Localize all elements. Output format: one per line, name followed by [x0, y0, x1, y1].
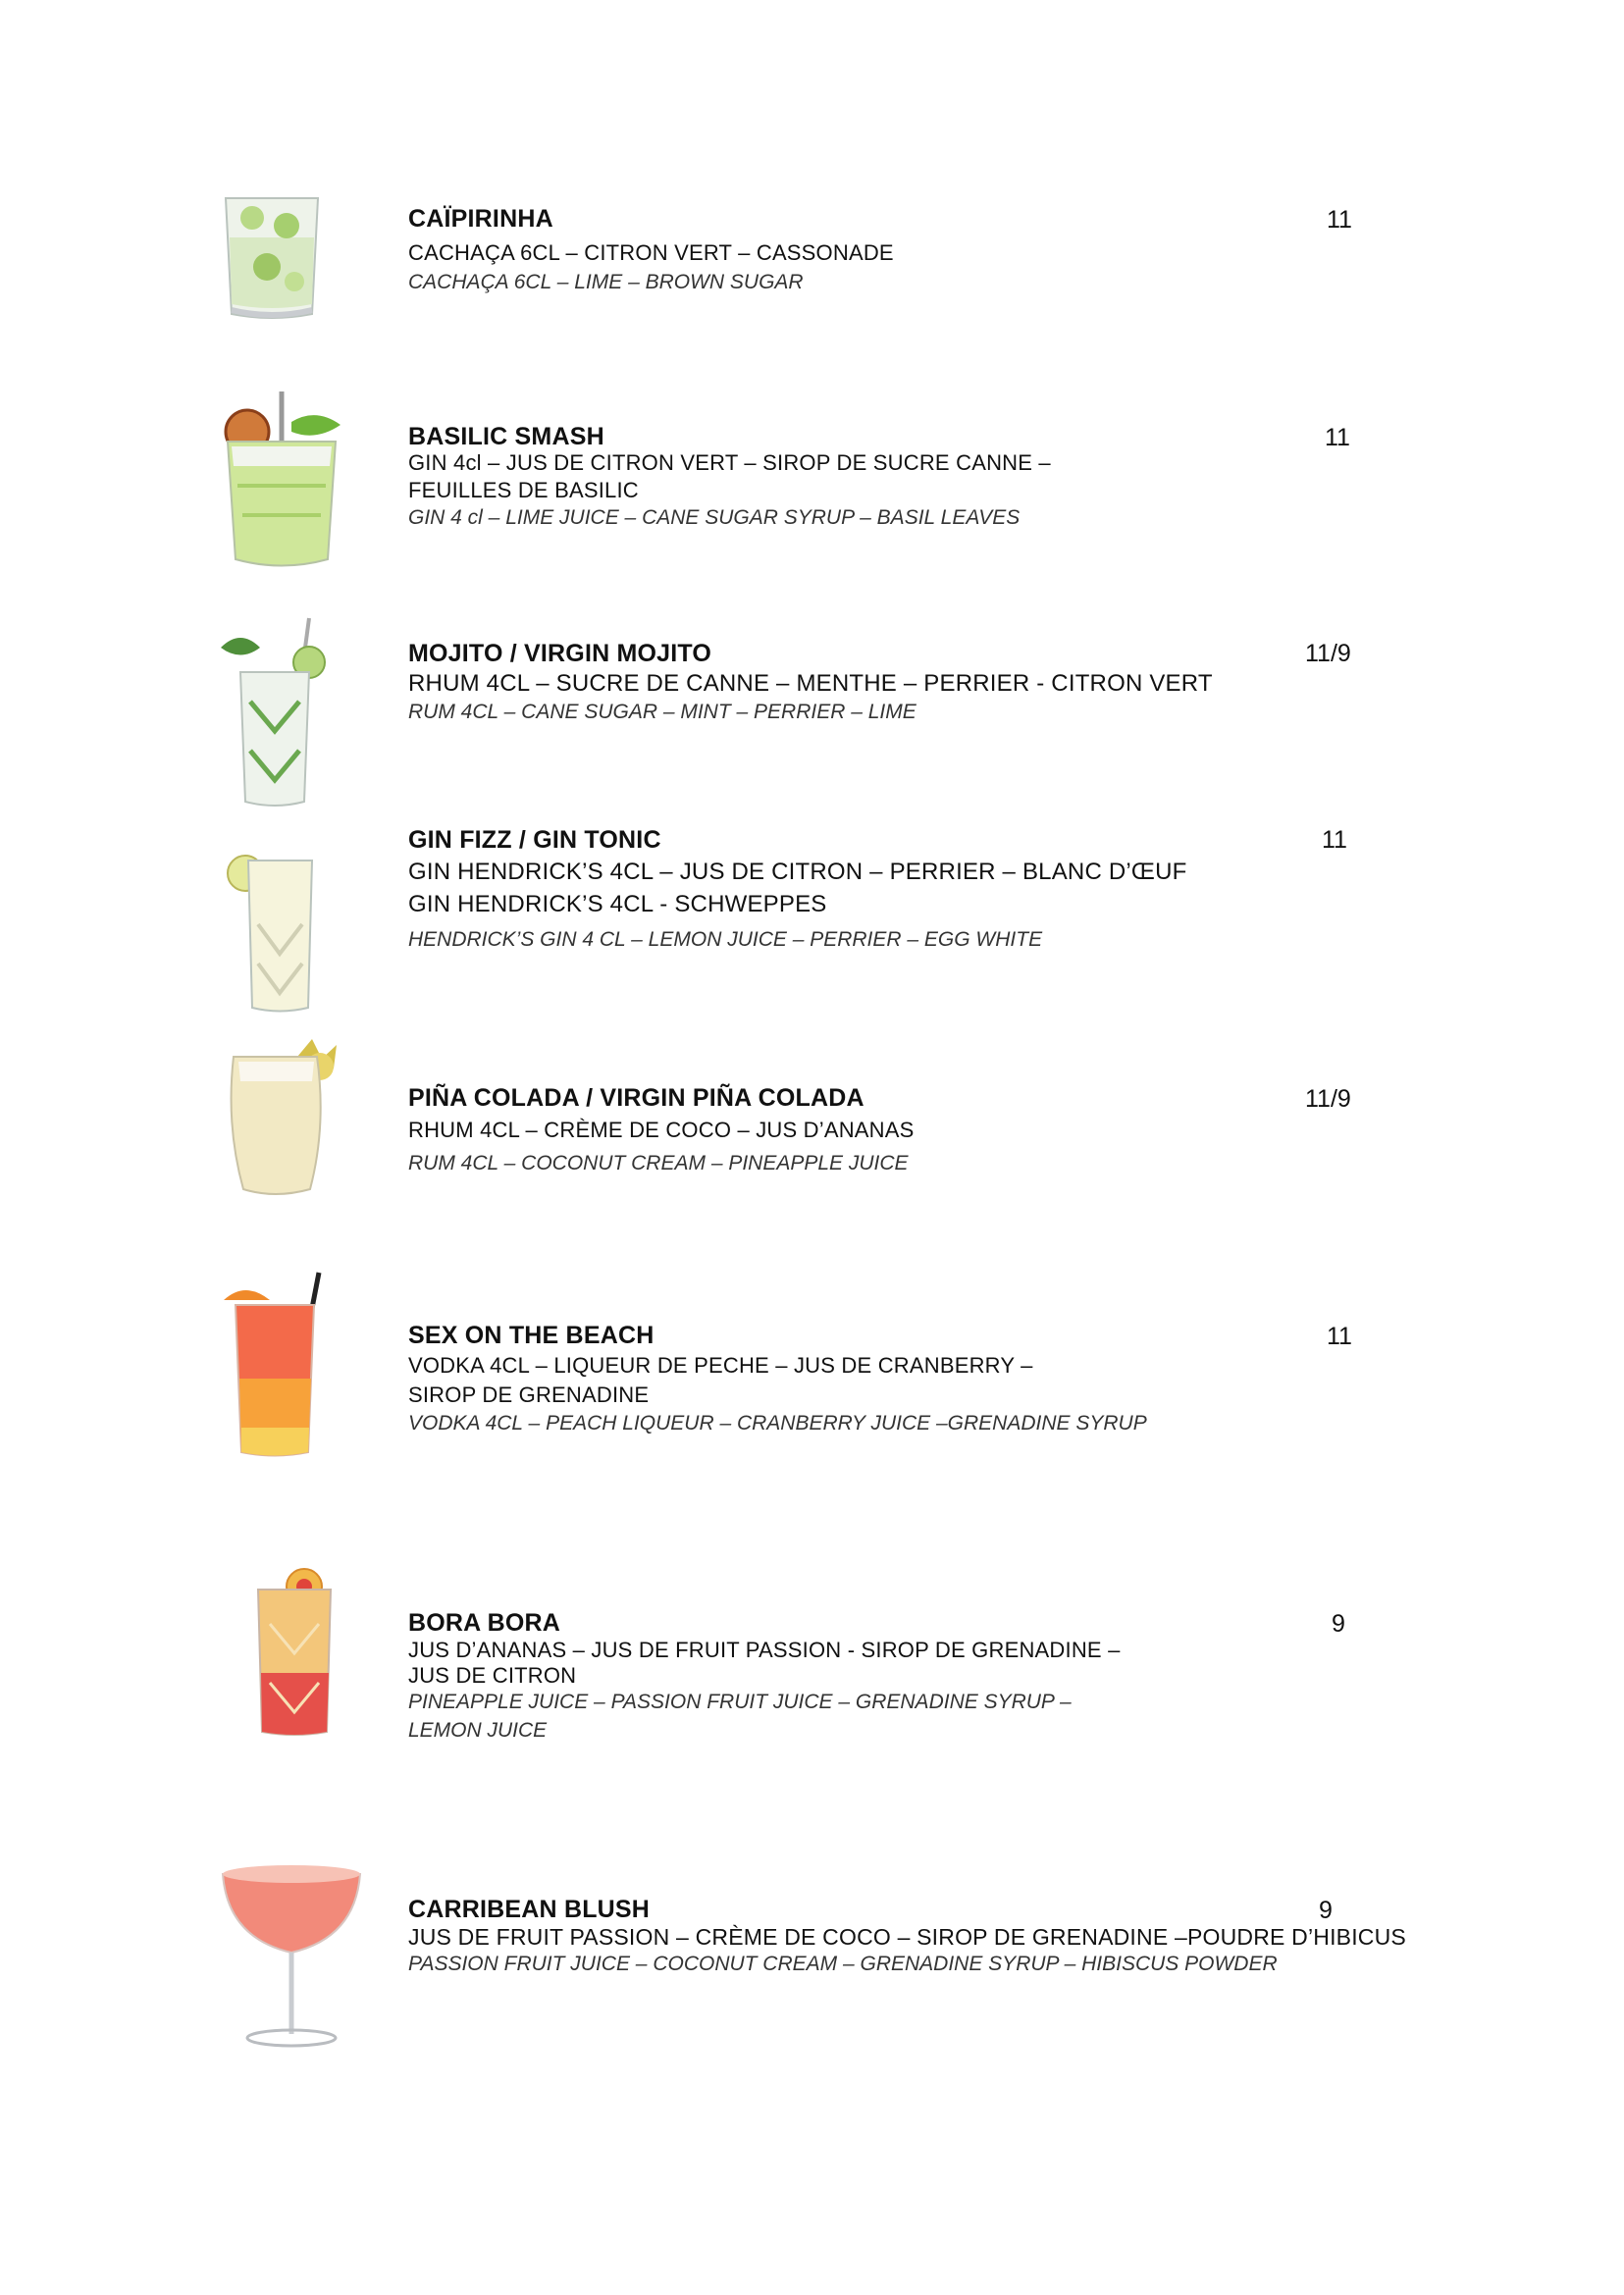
- item-ingredients-fr: SIROP DE GRENADINE: [408, 1382, 650, 1407]
- item-ingredients-fr: RHUM 4CL – SUCRE DE CANNE – MENTHE – PERRIER - CITRON VERT: [408, 670, 1213, 697]
- item-ingredients-en: VODKA 4CL – PEACH LIQUEUR – CRANBERRY JUICE –GRENADINE SYRUP: [408, 1412, 1147, 1434]
- item-price: 11: [1322, 826, 1347, 854]
- pina-colada-glass-icon: [224, 1037, 346, 1199]
- mojito-glass-icon: [216, 613, 334, 809]
- item-price: 9: [1319, 1897, 1333, 1924]
- item-ingredients-en: PASSION FRUIT JUICE – COCONUT CREAM – GRENADINE SYRUP – HIBISCUS POWDER: [408, 1953, 1278, 1975]
- item-ingredients-fr: JUS DE CITRON: [408, 1663, 577, 1688]
- item-ingredients-fr: GIN HENDRICK’S 4CL – JUS DE CITRON – PERRIER – BLANC D’ŒUF: [408, 859, 1187, 885]
- item-ingredients-en: HENDRICK’S GIN 4 CL – LEMON JUICE – PERRIER – EGG WHITE: [408, 928, 1043, 951]
- item-ingredients-en: RUM 4CL – CANE SUGAR – MINT – PERRIER – LIME: [408, 701, 917, 723]
- item-ingredients-fr: JUS D’ANANAS – JUS DE FRUIT PASSION - SIROP DE GRENADINE –: [408, 1638, 1121, 1662]
- sex-on-the-beach-glass-icon: [216, 1271, 334, 1457]
- item-title: SEX ON THE BEACH: [408, 1322, 655, 1349]
- item-ingredients-en: PINEAPPLE JUICE – PASSION FRUIT JUICE – GRENADINE SYRUP –: [408, 1691, 1072, 1713]
- item-ingredients-fr: JUS DE FRUIT PASSION – CRÈME DE COCO – SIROP DE GRENADINE –POUDRE D’HIBICUS: [408, 1924, 1406, 1950]
- item-ingredients-en: GIN 4 cl – LIME JUICE – CANE SUGAR SYRUP – BASIL LEAVES: [408, 506, 1021, 529]
- item-title: GIN FIZZ / GIN TONIC: [408, 826, 661, 854]
- item-price: 11/9: [1305, 640, 1351, 667]
- item-title: BORA BORA: [408, 1609, 561, 1637]
- item-price: 11: [1327, 1323, 1352, 1350]
- item-price: 11/9: [1305, 1085, 1351, 1113]
- item-ingredients-en: RUM 4CL – COCONUT CREAM – PINEAPPLE JUICE: [408, 1152, 909, 1174]
- caipirinha-glass-icon: [218, 188, 326, 321]
- item-ingredients-en: LEMON JUICE: [408, 1719, 548, 1742]
- item-ingredients-fr: FEUILLES DE BASILIC: [408, 478, 639, 502]
- basilic-smash-glass-icon: [208, 388, 355, 574]
- item-price: 9: [1332, 1610, 1345, 1638]
- item-title: MOJITO / VIRGIN MOJITO: [408, 640, 712, 667]
- item-ingredients-fr: GIN 4cl – JUS DE CITRON VERT – SIROP DE SUCRE CANNE –: [408, 450, 1051, 475]
- carribean-blush-glass-icon: [218, 1859, 365, 2051]
- bora-bora-glass-icon: [250, 1565, 339, 1737]
- item-title: BASILIC SMASH: [408, 423, 604, 450]
- gin-fizz-glass-icon: [224, 846, 322, 1013]
- item-price: 11: [1327, 206, 1352, 234]
- item-title: CAÏPIRINHA: [408, 205, 553, 233]
- item-ingredients-fr: VODKA 4CL – LIQUEUR DE PECHE – JUS DE CRANBERRY –: [408, 1353, 1033, 1378]
- item-ingredients-fr: CACHAÇA 6CL – CITRON VERT – CASSONADE: [408, 240, 894, 265]
- item-ingredients-fr: RHUM 4CL – CRÈME DE COCO – JUS D’ANANAS: [408, 1118, 915, 1142]
- item-ingredients-en: CACHAÇA 6CL – LIME – BROWN SUGAR: [408, 271, 804, 293]
- item-title: PIÑA COLADA / VIRGIN PIÑA COLADA: [408, 1084, 864, 1112]
- item-title: CARRIBEAN BLUSH: [408, 1896, 651, 1923]
- item-price: 11: [1325, 424, 1350, 451]
- item-ingredients-fr: GIN HENDRICK’S 4CL - SCHWEPPES: [408, 891, 827, 917]
